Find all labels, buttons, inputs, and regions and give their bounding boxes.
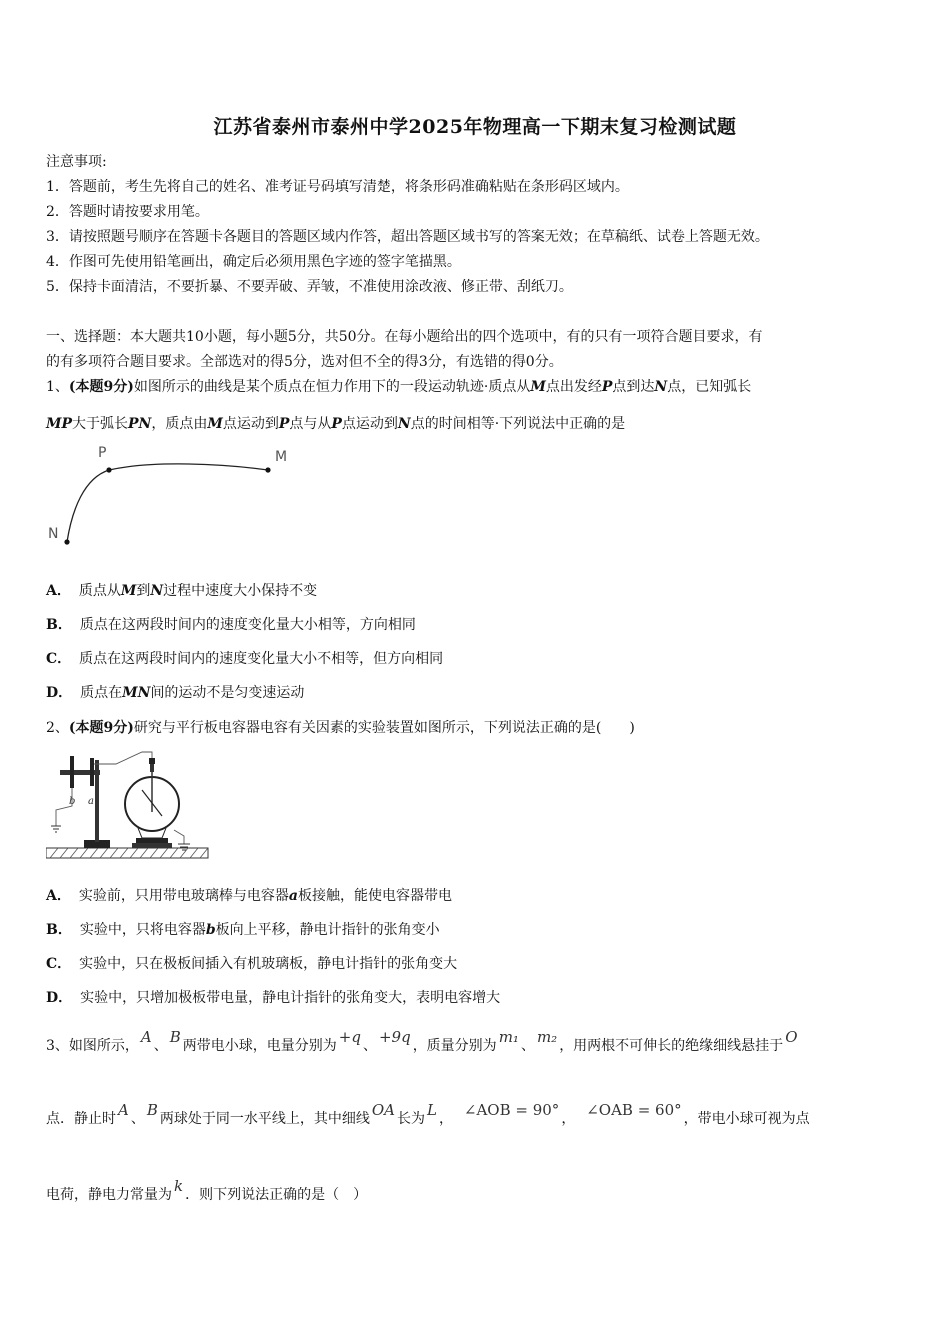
notice-item: 4．作图可先使用铅笔画出，确定后必须用黑色字迹的签字笔描黑。	[46, 254, 461, 270]
trajectory-curve	[67, 464, 268, 542]
label-p: P	[98, 445, 107, 461]
question-2-stem: 2、(本题9分)研究与平行板电容器电容有关因素的实验装置如图所示，下列说法正确的是( )	[46, 720, 635, 736]
q2-option-d: D． 实验中，只增加极板带电量，静电计指针的张角变大，表明电容增大	[46, 990, 501, 1006]
notice-item: 3．请按照题号顺序在答题卡各题目的答题区域内作答，超出答题区域书写的答案无效；在草稿纸、试卷上答题无效。	[46, 229, 769, 245]
section-intro-line2: 的有多项符合题目要求。全部选对的得5分，选对但不全的得3分，有选错的得0分。	[46, 354, 563, 370]
question-1-stem-line1: 1、(本题9分)如图所示的曲线是某个质点在恒力作用下的一段运动轨迹·质点从M点出发经P点到达N点，已知弧长	[46, 379, 752, 395]
notice-item: 1．答题前，考生先将自己的姓名、准考证号码填写清楚，将条形码准确粘贴在条形码区域内。	[46, 179, 629, 195]
label-n: N	[48, 526, 59, 542]
label-m: M	[275, 449, 288, 465]
q1-option-d: D． 质点在MN间的运动不是匀变速运动	[46, 685, 305, 701]
q1-option-b: B． 质点在这两段时间内的速度变化量大小相等，方向相同	[46, 617, 416, 633]
question-3-line3: 电荷，静电力常量为 k ．则下列说法正确的是（ ）	[46, 1177, 368, 1203]
label-a: a	[88, 796, 94, 807]
plate-b	[70, 756, 74, 788]
notice-heading: 注意事项:	[46, 154, 107, 170]
notice-item: 5．保持卡面清洁，不要折暴、不要弄破、弄皱，不准使用涂改液、修正带、刮纸刀。	[46, 279, 573, 295]
section-intro-line1: 一、选择题：本大题共10小题，每小题5分，共50分。在每小题给出的四个选项中，有的只有一项符合题目要求，有	[46, 329, 763, 345]
q2-option-c: C． 实验中，只在极板间插入有机玻璃板，静电计指针的张角变大	[46, 956, 458, 972]
question-1-stem-line2: MP大于弧长PN，质点由M点运动到P点与从P点运动到N点的时间相等·下列说法中正确的是	[46, 416, 626, 432]
trajectory-figure	[44, 440, 304, 552]
point-n	[64, 539, 69, 544]
plate-a	[90, 758, 94, 786]
q2-option-a: A． 实验前，只用带电玻璃棒与电容器a板接触，能使电容器带电	[46, 888, 452, 904]
point-m	[265, 467, 270, 472]
page-title: 江苏省泰州市泰州中学2025年物理高一下期末复习检测试题	[213, 116, 737, 138]
q1-option-c: C． 质点在这两段时间内的速度变化量大小不相等，但方向相同	[46, 651, 444, 667]
notice-item: 2．答题时请按要求用笔。	[46, 204, 209, 220]
point-p	[106, 467, 111, 472]
q1-option-a: A． 质点从M到N过程中速度大小保持不变	[46, 583, 318, 599]
question-3-line2: 点．静止时 A 、 B 两球处于同一水平线上，其中细线 OA 长为 L ， ∠AOB = 90° ， ∠OAB = 60° ，带电小球可视为点	[46, 1101, 810, 1127]
q2-option-b: B． 实验中，只将电容器b板向上平移，静电计指针的张角变小	[46, 922, 440, 938]
label-b: b	[69, 796, 76, 807]
question-3-line1: 3、如图所示， A 、 B 两带电小球，电量分别为 +q 、 +9q ，质量分别为 m₁ 、 m₂ ，用两根不可伸长的绝缘细线悬挂于 O	[46, 1028, 798, 1054]
capacitor-apparatus-figure	[46, 746, 212, 862]
